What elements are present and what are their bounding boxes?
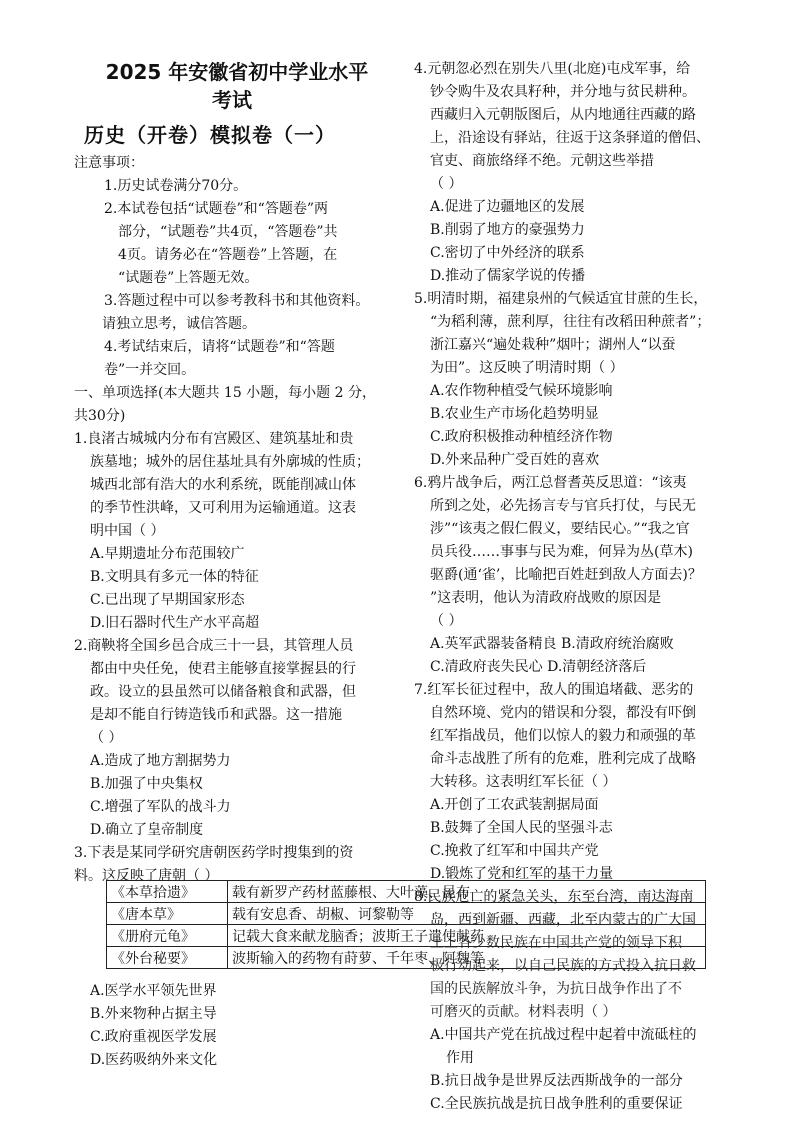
question-stem-line: 3.下表是某同学研究唐朝医药学时搜集到的资 — [74, 845, 354, 861]
question-stem-line: ”这表明，他认为清政府战败的原因是 — [430, 590, 662, 606]
note-line: 4.考试结束后，请将“试题卷”和“答题 — [104, 339, 335, 355]
question-stem-line: 命斗志战胜了所有的危难，胜利完成了战略 — [430, 751, 696, 767]
note-line: 4页。请务必在“答题卷”上答题，在 — [118, 247, 338, 263]
option-c: C.已出现了早期国家形态 — [90, 592, 245, 608]
note-line: 2.本试卷包括“试题卷”和“答题卷”两 — [104, 201, 328, 217]
question-stem-line: 5.明清时期，福建泉州的气候适宜甘蔗的生长， — [414, 291, 708, 307]
question-stem-line: （ ） — [90, 730, 123, 746]
question-stem-line: 员兵役……事事与民为难，何异为丛(草木) — [430, 544, 693, 560]
note-line: 1.历史试卷满分70分。 — [104, 178, 248, 194]
table-cell-book: 《外台秘要》 — [107, 947, 228, 969]
option-a: A.促进了边疆地区的发展 — [430, 199, 585, 215]
question-stem-line: 为田”。这反映了明清时期（ ） — [430, 360, 624, 376]
question-3-table — [106, 880, 706, 969]
question-stem-line: 西藏归入元朝版图后，从内地通往西藏的路 — [430, 107, 696, 123]
question-stem-line: 涉”“该夷之假仁假义，要结民心。”“我之官 — [430, 521, 690, 537]
question-stem-line: 国的民族解放斗争，为抗日战争作出了不 — [430, 981, 682, 997]
question-stem-line: “为稻利薄，蔗利厚，往往有改稻田种蔗者”； — [430, 314, 711, 330]
note-line: 3.答题过程中可以参考教科书和其他资料。 — [104, 293, 370, 309]
note-line: 卷”一并交回。 — [104, 362, 196, 378]
question-stem-line: 料。这反映了唐朝（ ） — [74, 868, 219, 884]
option-d: D.旧石器时代生产水平高超 — [90, 615, 260, 631]
question-5 — [414, 288, 736, 472]
option-ab: A.英军武器装备精良 B.清政府统治腐败 — [430, 636, 674, 652]
question-stem-line: 6.鸦片战争后，两江总督耆英反思道：“该夷 — [414, 475, 687, 491]
question-stem-line: 上，沿途设有驿站，往返于这条驿道的僧侣、 — [430, 130, 710, 146]
table-row — [107, 903, 706, 925]
option-a: A.造成了地方割据势力 — [90, 753, 231, 769]
question-stem-line: 族墓地；城外的居住基址具有外廓城的性质； — [90, 454, 370, 470]
section-heading-line: 共30分) — [74, 408, 126, 424]
question-stem-line: 岛，西到新疆、西藏，北至内蒙古的广大国 — [430, 912, 696, 928]
question-stem-line: 大转移。这表明红军长征（ ） — [430, 774, 617, 790]
question-stem-line: 明中国（ ） — [90, 523, 165, 539]
option-b: B.文明具有多元一体的特征 — [90, 569, 259, 585]
option-d: D.推动了儒家学说的传播 — [430, 268, 586, 284]
note-item — [104, 198, 390, 290]
question-stem-line: 可磨灭的贡献。材料表明（ ） — [430, 1004, 617, 1020]
option-c: C.全民族抗战是抗日战争胜利的重要保证 — [430, 1096, 683, 1112]
question-stem-line: 自然环境、党内的错误和分裂，都没有吓倒 — [430, 705, 696, 721]
section-heading — [74, 382, 390, 428]
table-cell-content: 载有安息香、胡椒、诃黎勒等 — [228, 903, 706, 925]
option-d: D.锻炼了党和红军的基干力量 — [430, 866, 614, 882]
table-cell-content: 记载大食来献龙脑香；波斯王子遣使献药 — [228, 925, 706, 947]
question-4 — [414, 58, 736, 288]
question-stem-line: 极行动起来，以自己民族的方式投入抗日救 — [430, 958, 696, 974]
section-heading-line: 一、单项选择(本大题共 15 小题，每小题 2 分， — [74, 385, 376, 401]
option-c: C.政府积极推动种植经济作物 — [430, 429, 613, 445]
exam-title: 2025 年安徽省初中学业水平 — [105, 60, 369, 84]
question-stem-line: （ ） — [430, 613, 463, 629]
question-stem-line: 是却不能自行铸造钱币和武器。这一措施 — [90, 707, 342, 723]
exam-title-cont: 考试 — [212, 88, 252, 112]
option-a: A.农作物种植受气候环境影响 — [430, 383, 613, 399]
note-item — [104, 290, 390, 336]
question-stem-line: （ ） — [430, 176, 463, 192]
note-line: 请独立思考，诚信答题。 — [102, 316, 256, 332]
option-b: B.鼓舞了全国人民的坚强斗志 — [430, 820, 613, 836]
option-b: B.农业生产市场化趋势明显 — [430, 406, 599, 422]
note-line: “试题卷”上答题无效。 — [118, 270, 259, 286]
question-stem-line: 红军指战员，他们以惊人的毅力和顽强的革 — [430, 728, 696, 744]
question-stem-line: 2.商鞅将全国乡邑合成三十一县，其管理人员 — [74, 638, 354, 654]
option-a-cont: 作用 — [446, 1050, 474, 1066]
question-stem-line: 4.元朝忽必烈在别失八里(北庭)屯戍军事，给 — [414, 61, 691, 77]
question-7 — [414, 679, 736, 886]
option-c: C.挽救了红军和中国共产党 — [430, 843, 599, 859]
table-row — [107, 947, 706, 969]
notes-heading: 注意事项： — [74, 155, 144, 171]
option-a: A.医学水平领先世界 — [90, 983, 217, 999]
table-row — [107, 925, 706, 947]
option-b: B.外来物种占据主导 — [90, 1006, 217, 1022]
question-stem-line: 城西北部有浩大的水利系统，既能削减山体 — [90, 477, 356, 493]
option-a: A.早期遗址分布范围较广 — [90, 546, 245, 562]
option-b: B.抗日战争是世界反法西斯战争的一部分 — [430, 1073, 683, 1089]
option-d: D.医药吸纳外来文化 — [90, 1052, 218, 1068]
question-stem-line: 1.良渚古城城内分布有宫殿区、建筑基址和贵 — [74, 431, 354, 447]
table-cell-content: 波斯输入的药物有莳萝、千年枣、阿魏等 — [228, 947, 706, 969]
option-d: D.确立了皇帝制度 — [90, 822, 204, 838]
table-cell-book: 《本草拾遗》 — [107, 881, 228, 903]
question-stem-line: 土上各少数民族在中国共产党的领导下积 — [430, 935, 682, 951]
option-d: D.外来品种广受百姓的喜欢 — [430, 452, 600, 468]
question-2 — [74, 635, 390, 842]
question-stem-line: 驱爵(通‘雀’，比喻把百姓赶到敌人方面去)？ — [430, 567, 702, 583]
table-row — [107, 881, 706, 903]
question-stem-line: 所到之处，必先扬言专与官兵打仗，与民无 — [430, 498, 696, 514]
question-6 — [414, 472, 736, 679]
question-stem-line: 浙江嘉兴“遍处栽种”烟叶；湖州人“以蚕 — [430, 337, 676, 353]
notes-list — [74, 175, 390, 382]
exam-subtitle: 历史（开卷）模拟卷（一） — [84, 123, 336, 147]
note-item — [104, 336, 390, 382]
table-cell-content: 载有新罗产药材蓝藤根、大叶藻、昆布 — [228, 881, 706, 903]
option-b: B.加强了中央集权 — [90, 776, 203, 792]
table-cell-book: 《册府元龟》 — [107, 925, 228, 947]
option-c: C.政府重视医学发展 — [90, 1029, 217, 1045]
table-cell-book: 《唐本草》 — [107, 903, 228, 925]
question-stem-line: 都由中央任免，使君主能够直接掌握县的行 — [90, 661, 356, 677]
question-stem-line: 7.红军长征过程中，敌人的围追堵截、恶劣的 — [414, 682, 694, 698]
question-stem-line: 钞令购牛及农具籽种，并分地与贫民耕种。 — [430, 84, 696, 100]
question-stem-line: 政。设立的县虽然可以储备粮食和武器，但 — [90, 684, 356, 700]
question-1 — [74, 428, 390, 635]
note-line: 部分，“试题卷”共4页，“答题卷”共 — [118, 224, 338, 240]
option-c: C.密切了中外经济的联系 — [430, 245, 585, 261]
option-a: A.开创了工农武装割据局面 — [430, 797, 599, 813]
option-c: C.增强了军队的战斗力 — [90, 799, 231, 815]
note-item — [104, 175, 390, 198]
question-stem-line: 官吏、商旅络绎不绝。元朝这些举措 — [430, 153, 654, 169]
option-b: B.削弱了地方的豪强势力 — [430, 222, 585, 238]
option-a: A.中国共产党在抗战过程中起着中流砥柱的 — [430, 1027, 697, 1043]
question-stem-line: 8.民族危亡的紧急关头，东至台湾，南达海南 — [414, 889, 694, 905]
option-cd: C.清政府丧失民心 D.清朝经济落后 — [430, 659, 647, 675]
question-stem-line: 的季节性洪峰，又可利用为运输通道。这表 — [90, 500, 356, 516]
